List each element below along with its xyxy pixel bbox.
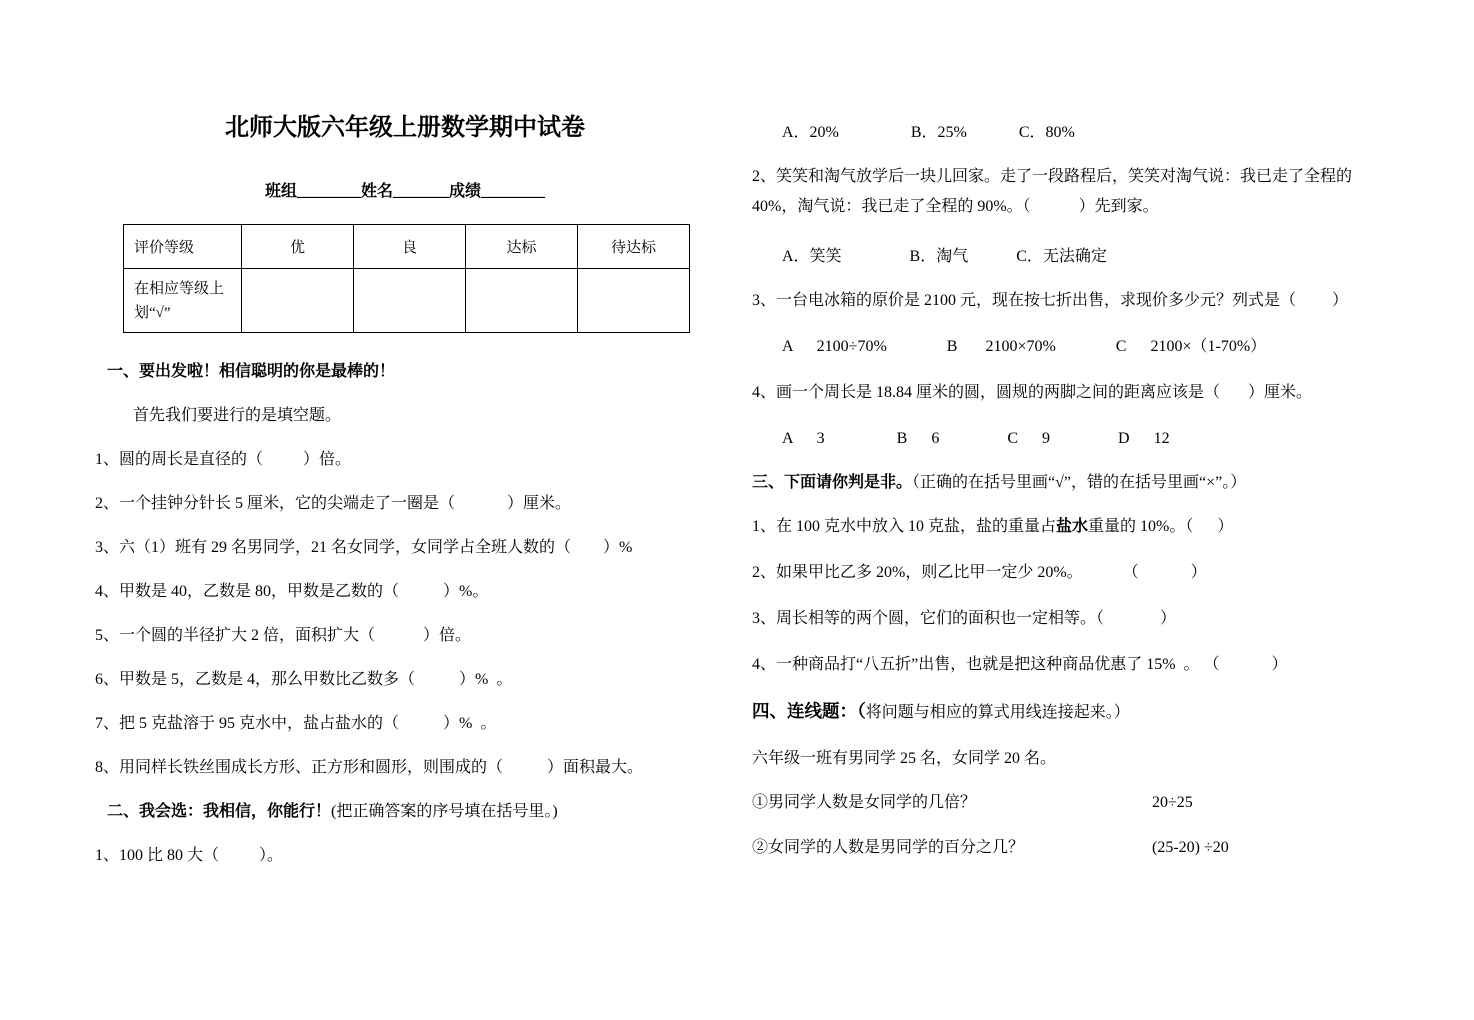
match-formula-2: (25-20) ÷20 [1152, 839, 1229, 856]
mc-choices-4: A 3 B 6 C 9 D 12 [782, 430, 1170, 447]
eval-row-label: 在相应等级上划“√” [124, 269, 242, 333]
mc-choices-2: A．笑笑 B．淘气 C．无法确定 [782, 248, 1107, 265]
evaluation-mark-row [124, 269, 690, 333]
student-info-line: 班组________姓名_______成绩________ [264, 183, 545, 200]
mc-choices-3: A 2100÷70% B 2100×70% C 2100×（1-70%） [782, 338, 1267, 355]
exam-title: 北师大版六年级上册数学期中试卷 [225, 115, 585, 141]
section4-heading-bold: 四、连线题：（ [752, 701, 866, 721]
match-question-1: ①男同学人数是女同学的几倍？ [752, 794, 977, 811]
section2-heading-note: (把正确答案的序号填在括号里。) [331, 803, 558, 820]
right-column [752, 118, 1392, 878]
section4-intro: 六年级一班有男同学 25 名，女同学 20 名。 [752, 750, 1057, 767]
section2-heading [95, 797, 715, 827]
mc-question-3: 3、一台电冰箱的原价是 2100 元，现在按七折出售，求现价多少元？列式是（ ） [752, 292, 1349, 309]
mc-question-4: 4、画一个周长是 18.84 厘米的圆，圆规的两脚之间的距离应该是（ ）厘米。 [752, 384, 1313, 401]
tf-item-4: 4、一种商品打“八五折”出售，也就是把这种商品优惠了 15% 。 （ ） [752, 656, 1288, 673]
section3-heading [752, 468, 1392, 498]
fill-blank-item-6: 6、甲数是 5，乙数是 4，那么甲数比乙数多（ ）% 。 [95, 671, 513, 688]
match-formula-1: 20÷25 [1152, 794, 1193, 811]
left-column [95, 112, 715, 885]
tf-item-2: 2、如果甲比乙多 20%，则乙比甲一定少 20%。 （ ） [752, 564, 1207, 581]
match-pair-1 [752, 788, 1392, 818]
fill-blank-item-1: 1、圆的周长是直径的（ ）倍。 [95, 451, 352, 468]
eval-header-pass: 达标 [466, 225, 578, 269]
tf-item-1-emphasis: 盐水 [1056, 518, 1089, 535]
fill-blank-item-3: 3、六（1）班有 29 名男同学，21 名女同学，女同学占全班人数的（ ）% [95, 539, 633, 556]
section4-heading [752, 696, 1392, 728]
eval-header-good: 良 [354, 225, 466, 269]
tf-item-3: 3、周长相等的两个圆，它们的面积也一定相等。（ ） [752, 610, 1177, 627]
section1-heading: 一、要出发啦！相信聪明的你是最棒的！ [107, 363, 396, 380]
eval-cell-blank [354, 269, 466, 333]
mc-question-1: 1、100 比 80 大（ ）。 [95, 847, 284, 864]
section4-heading-note: 将问题与相应的算式用线连接起来。） [865, 704, 1130, 721]
section2-heading-bold: 二、我会选：我相信，你能行！ [107, 803, 332, 820]
fill-blank-item-2: 2、一个挂钟分针长 5 厘米，它的尖端走了一圈是（ ）厘米。 [95, 495, 572, 512]
match-question-2: ②女同学的人数是男同学的百分之几？ [752, 839, 1025, 856]
match-pair-2 [752, 833, 1392, 863]
eval-header-pending: 待达标 [578, 225, 690, 269]
fill-blank-item-5: 5、一个圆的半径扩大 2 倍，面积扩大（ ）倍。 [95, 627, 472, 644]
mc-choices-1: A．20% B．25% C．80% [782, 124, 1075, 141]
fill-blank-item-8: 8、用同样长铁丝围成长方形、正方形和圆形，则围成的（ ）面积最大。 [95, 759, 644, 776]
section3-heading-note: （正确的在括号里画“√”，错的在括号里画“×”。） [912, 474, 1247, 491]
section1-intro: 首先我们要进行的是填空题。 [133, 407, 342, 424]
evaluation-table [123, 224, 690, 333]
eval-cell-blank [466, 269, 578, 333]
mc-question-2: 2、笑笑和淘气放学后一块儿回家。走了一段路程后，笑笑对淘气说：我已走了全程的 40%，淘气说：我已走了全程的 90%。（ ）先到家。 [752, 168, 1357, 215]
eval-cell-blank [242, 269, 354, 333]
tf-item-1-post: 重量的 10%。（ ） [1088, 518, 1234, 535]
section3-heading-bold: 三、下面请你判是非。 [752, 474, 913, 491]
tf-item-1-pre: 1、在 100 克水中放入 10 克盐，盐的重量占 [752, 518, 1057, 535]
eval-header-level: 评价等级 [124, 225, 242, 269]
eval-cell-blank [578, 269, 690, 333]
tf-item-1 [752, 512, 1392, 542]
fill-blank-item-4: 4、甲数是 40，乙数是 80，甲数是乙数的（ ）%。 [95, 583, 489, 600]
eval-header-excellent: 优 [242, 225, 354, 269]
fill-blank-item-7: 7、把 5 克盐溶于 95 克水中，盐占盐水的（ ）% 。 [95, 715, 497, 732]
evaluation-header-row [124, 225, 690, 269]
